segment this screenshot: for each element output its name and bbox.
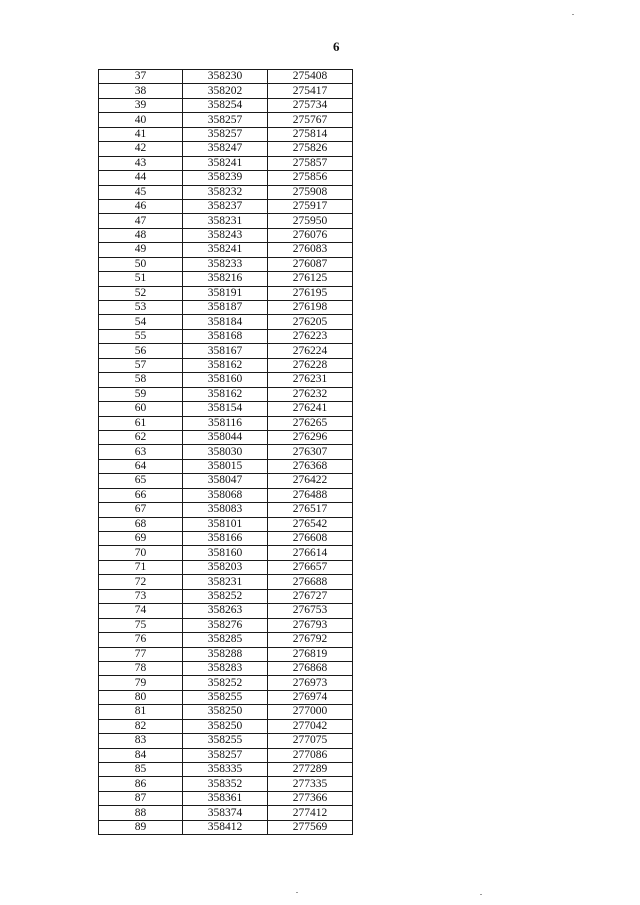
x-coordinate-cell: 358184: [183, 315, 268, 329]
table-row: [99, 618, 353, 632]
x-coordinate-cell: 358160: [183, 373, 268, 387]
table-row: [99, 474, 353, 488]
table-row: [99, 676, 353, 690]
x-coordinate-cell: 358276: [183, 618, 268, 632]
coordinates-table-body: [99, 70, 353, 835]
x-coordinate-cell: 358412: [183, 820, 268, 834]
table-row: [99, 820, 353, 834]
y-coordinate-cell: 276231: [268, 373, 353, 387]
point-number-cell: 46: [99, 199, 183, 213]
point-number-cell: 62: [99, 430, 183, 444]
point-number-cell: 55: [99, 329, 183, 343]
y-coordinate-cell: 276657: [268, 560, 353, 574]
x-coordinate-cell: 358239: [183, 171, 268, 185]
point-number-cell: 89: [99, 820, 183, 834]
coordinates-table: [98, 69, 353, 835]
x-coordinate-cell: 358068: [183, 488, 268, 502]
table-row: [99, 647, 353, 661]
table-row: [99, 806, 353, 820]
point-number-cell: 86: [99, 777, 183, 791]
point-number-cell: 60: [99, 402, 183, 416]
y-coordinate-cell: 277000: [268, 705, 353, 719]
point-number-cell: 53: [99, 301, 183, 315]
table-row: [99, 748, 353, 762]
point-number-cell: 83: [99, 734, 183, 748]
point-number-cell: 63: [99, 445, 183, 459]
point-number-cell: 42: [99, 142, 183, 156]
point-number-cell: 37: [99, 70, 183, 84]
table-row: [99, 70, 353, 84]
y-coordinate-cell: 275857: [268, 156, 353, 170]
point-number-cell: 67: [99, 503, 183, 517]
x-coordinate-cell: 358231: [183, 214, 268, 228]
point-number-cell: 39: [99, 98, 183, 112]
y-coordinate-cell: 275767: [268, 113, 353, 127]
x-coordinate-cell: 358241: [183, 156, 268, 170]
y-coordinate-cell: 276542: [268, 517, 353, 531]
x-coordinate-cell: 358167: [183, 344, 268, 358]
y-coordinate-cell: 275856: [268, 171, 353, 185]
x-coordinate-cell: 358216: [183, 272, 268, 286]
y-coordinate-cell: 276307: [268, 445, 353, 459]
point-number-cell: 76: [99, 633, 183, 647]
table-row: [99, 127, 353, 141]
table-row: [99, 705, 353, 719]
x-coordinate-cell: 358230: [183, 70, 268, 84]
x-coordinate-cell: 358241: [183, 243, 268, 257]
x-coordinate-cell: 358252: [183, 589, 268, 603]
y-coordinate-cell: 275950: [268, 214, 353, 228]
table-row: [99, 286, 353, 300]
y-coordinate-cell: 277335: [268, 777, 353, 791]
y-coordinate-cell: 276688: [268, 575, 353, 589]
table-row: [99, 199, 353, 213]
x-coordinate-cell: 358047: [183, 474, 268, 488]
y-coordinate-cell: 275826: [268, 142, 353, 156]
table-row: [99, 301, 353, 315]
y-coordinate-cell: 276296: [268, 430, 353, 444]
x-coordinate-cell: 358257: [183, 113, 268, 127]
table-row: [99, 402, 353, 416]
y-coordinate-cell: 276223: [268, 329, 353, 343]
point-number-cell: 79: [99, 676, 183, 690]
point-number-cell: 75: [99, 618, 183, 632]
table-row: [99, 84, 353, 98]
point-number-cell: 56: [99, 344, 183, 358]
point-number-cell: 40: [99, 113, 183, 127]
y-coordinate-cell: 276974: [268, 690, 353, 704]
page-number: 6: [333, 39, 340, 54]
table-row: [99, 763, 353, 777]
table-row: [99, 575, 353, 589]
x-coordinate-cell: 358250: [183, 705, 268, 719]
y-coordinate-cell: 276125: [268, 272, 353, 286]
x-coordinate-cell: 358233: [183, 257, 268, 271]
x-coordinate-cell: 358257: [183, 127, 268, 141]
point-number-cell: 82: [99, 719, 183, 733]
y-coordinate-cell: 276228: [268, 358, 353, 372]
y-coordinate-cell: 276087: [268, 257, 353, 271]
x-coordinate-cell: 358283: [183, 661, 268, 675]
point-number-cell: 61: [99, 416, 183, 430]
table-row: [99, 459, 353, 473]
table-row: [99, 185, 353, 199]
point-number-cell: 54: [99, 315, 183, 329]
point-number-cell: 41: [99, 127, 183, 141]
scan-speck: [296, 892, 298, 893]
table-row: [99, 344, 353, 358]
x-coordinate-cell: 358191: [183, 286, 268, 300]
point-number-cell: 71: [99, 560, 183, 574]
table-row: [99, 546, 353, 560]
table-row: [99, 430, 353, 444]
point-number-cell: 69: [99, 532, 183, 546]
y-coordinate-cell: 277569: [268, 820, 353, 834]
point-number-cell: 65: [99, 474, 183, 488]
point-number-cell: 72: [99, 575, 183, 589]
table-row: [99, 719, 353, 733]
table-row: [99, 503, 353, 517]
point-number-cell: 78: [99, 661, 183, 675]
table-row: [99, 633, 353, 647]
table-row: [99, 416, 353, 430]
y-coordinate-cell: 275908: [268, 185, 353, 199]
table-row: [99, 791, 353, 805]
x-coordinate-cell: 358250: [183, 719, 268, 733]
x-coordinate-cell: 358231: [183, 575, 268, 589]
x-coordinate-cell: 358335: [183, 763, 268, 777]
y-coordinate-cell: 276083: [268, 243, 353, 257]
y-coordinate-cell: 276517: [268, 503, 353, 517]
table-row: [99, 243, 353, 257]
table-row: [99, 488, 353, 502]
point-number-cell: 88: [99, 806, 183, 820]
table-row: [99, 214, 353, 228]
y-coordinate-cell: 277086: [268, 748, 353, 762]
table-row: [99, 113, 353, 127]
table-row: [99, 358, 353, 372]
y-coordinate-cell: 276608: [268, 532, 353, 546]
scan-speck: [480, 894, 482, 895]
y-coordinate-cell: 275814: [268, 127, 353, 141]
y-coordinate-cell: 276614: [268, 546, 353, 560]
x-coordinate-cell: 358101: [183, 517, 268, 531]
point-number-cell: 47: [99, 214, 183, 228]
point-number-cell: 85: [99, 763, 183, 777]
point-number-cell: 84: [99, 748, 183, 762]
y-coordinate-cell: 276973: [268, 676, 353, 690]
x-coordinate-cell: 358187: [183, 301, 268, 315]
point-number-cell: 80: [99, 690, 183, 704]
point-number-cell: 59: [99, 387, 183, 401]
table-row: [99, 373, 353, 387]
x-coordinate-cell: 358232: [183, 185, 268, 199]
x-coordinate-cell: 358168: [183, 329, 268, 343]
point-number-cell: 51: [99, 272, 183, 286]
point-number-cell: 52: [99, 286, 183, 300]
y-coordinate-cell: 276422: [268, 474, 353, 488]
table-row: [99, 228, 353, 242]
y-coordinate-cell: 276368: [268, 459, 353, 473]
x-coordinate-cell: 358361: [183, 791, 268, 805]
y-coordinate-cell: 276265: [268, 416, 353, 430]
point-number-cell: 77: [99, 647, 183, 661]
point-number-cell: 57: [99, 358, 183, 372]
x-coordinate-cell: 358247: [183, 142, 268, 156]
x-coordinate-cell: 358083: [183, 503, 268, 517]
y-coordinate-cell: 276819: [268, 647, 353, 661]
table-row: [99, 329, 353, 343]
point-number-cell: 64: [99, 459, 183, 473]
y-coordinate-cell: 275417: [268, 84, 353, 98]
y-coordinate-cell: 275408: [268, 70, 353, 84]
table-row: [99, 517, 353, 531]
scan-speck: [572, 14, 574, 15]
x-coordinate-cell: 358162: [183, 358, 268, 372]
point-number-cell: 50: [99, 257, 183, 271]
point-number-cell: 45: [99, 185, 183, 199]
x-coordinate-cell: 358243: [183, 228, 268, 242]
y-coordinate-cell: 276792: [268, 633, 353, 647]
point-number-cell: 43: [99, 156, 183, 170]
table-row: [99, 387, 353, 401]
x-coordinate-cell: 358257: [183, 748, 268, 762]
table-row: [99, 272, 353, 286]
x-coordinate-cell: 358160: [183, 546, 268, 560]
y-coordinate-cell: 277366: [268, 791, 353, 805]
y-coordinate-cell: 277289: [268, 763, 353, 777]
point-number-cell: 73: [99, 589, 183, 603]
point-number-cell: 87: [99, 791, 183, 805]
x-coordinate-cell: 358116: [183, 416, 268, 430]
table-row: [99, 171, 353, 185]
x-coordinate-cell: 358254: [183, 98, 268, 112]
table-row: [99, 777, 353, 791]
x-coordinate-cell: 358285: [183, 633, 268, 647]
point-number-cell: 74: [99, 604, 183, 618]
x-coordinate-cell: 358255: [183, 734, 268, 748]
point-number-cell: 49: [99, 243, 183, 257]
y-coordinate-cell: 276488: [268, 488, 353, 502]
x-coordinate-cell: 358154: [183, 402, 268, 416]
table-row: [99, 690, 353, 704]
point-number-cell: 81: [99, 705, 183, 719]
point-number-cell: 38: [99, 84, 183, 98]
y-coordinate-cell: 277412: [268, 806, 353, 820]
x-coordinate-cell: 358237: [183, 199, 268, 213]
y-coordinate-cell: 276224: [268, 344, 353, 358]
y-coordinate-cell: 276793: [268, 618, 353, 632]
y-coordinate-cell: 275917: [268, 199, 353, 213]
y-coordinate-cell: 276868: [268, 661, 353, 675]
x-coordinate-cell: 358030: [183, 445, 268, 459]
table-row: [99, 589, 353, 603]
x-coordinate-cell: 358352: [183, 777, 268, 791]
table-row: [99, 142, 353, 156]
y-coordinate-cell: 275734: [268, 98, 353, 112]
table-row: [99, 560, 353, 574]
table-row: [99, 98, 353, 112]
x-coordinate-cell: 358202: [183, 84, 268, 98]
point-number-cell: 58: [99, 373, 183, 387]
y-coordinate-cell: 276753: [268, 604, 353, 618]
point-number-cell: 66: [99, 488, 183, 502]
table-row: [99, 156, 353, 170]
y-coordinate-cell: 276205: [268, 315, 353, 329]
y-coordinate-cell: 276198: [268, 301, 353, 315]
x-coordinate-cell: 358288: [183, 647, 268, 661]
y-coordinate-cell: 277075: [268, 734, 353, 748]
x-coordinate-cell: 358162: [183, 387, 268, 401]
y-coordinate-cell: 276241: [268, 402, 353, 416]
table-row: [99, 734, 353, 748]
table-row: [99, 604, 353, 618]
point-number-cell: 48: [99, 228, 183, 242]
x-coordinate-cell: 358166: [183, 532, 268, 546]
y-coordinate-cell: 276232: [268, 387, 353, 401]
table-row: [99, 315, 353, 329]
point-number-cell: 70: [99, 546, 183, 560]
x-coordinate-cell: 358044: [183, 430, 268, 444]
x-coordinate-cell: 358203: [183, 560, 268, 574]
table-row: [99, 445, 353, 459]
y-coordinate-cell: 276727: [268, 589, 353, 603]
table-row: [99, 661, 353, 675]
y-coordinate-cell: 276195: [268, 286, 353, 300]
x-coordinate-cell: 358255: [183, 690, 268, 704]
x-coordinate-cell: 358263: [183, 604, 268, 618]
x-coordinate-cell: 358015: [183, 459, 268, 473]
y-coordinate-cell: 277042: [268, 719, 353, 733]
table-row: [99, 257, 353, 271]
x-coordinate-cell: 358374: [183, 806, 268, 820]
point-number-cell: 68: [99, 517, 183, 531]
y-coordinate-cell: 276076: [268, 228, 353, 242]
point-number-cell: 44: [99, 171, 183, 185]
table-row: [99, 532, 353, 546]
x-coordinate-cell: 358252: [183, 676, 268, 690]
